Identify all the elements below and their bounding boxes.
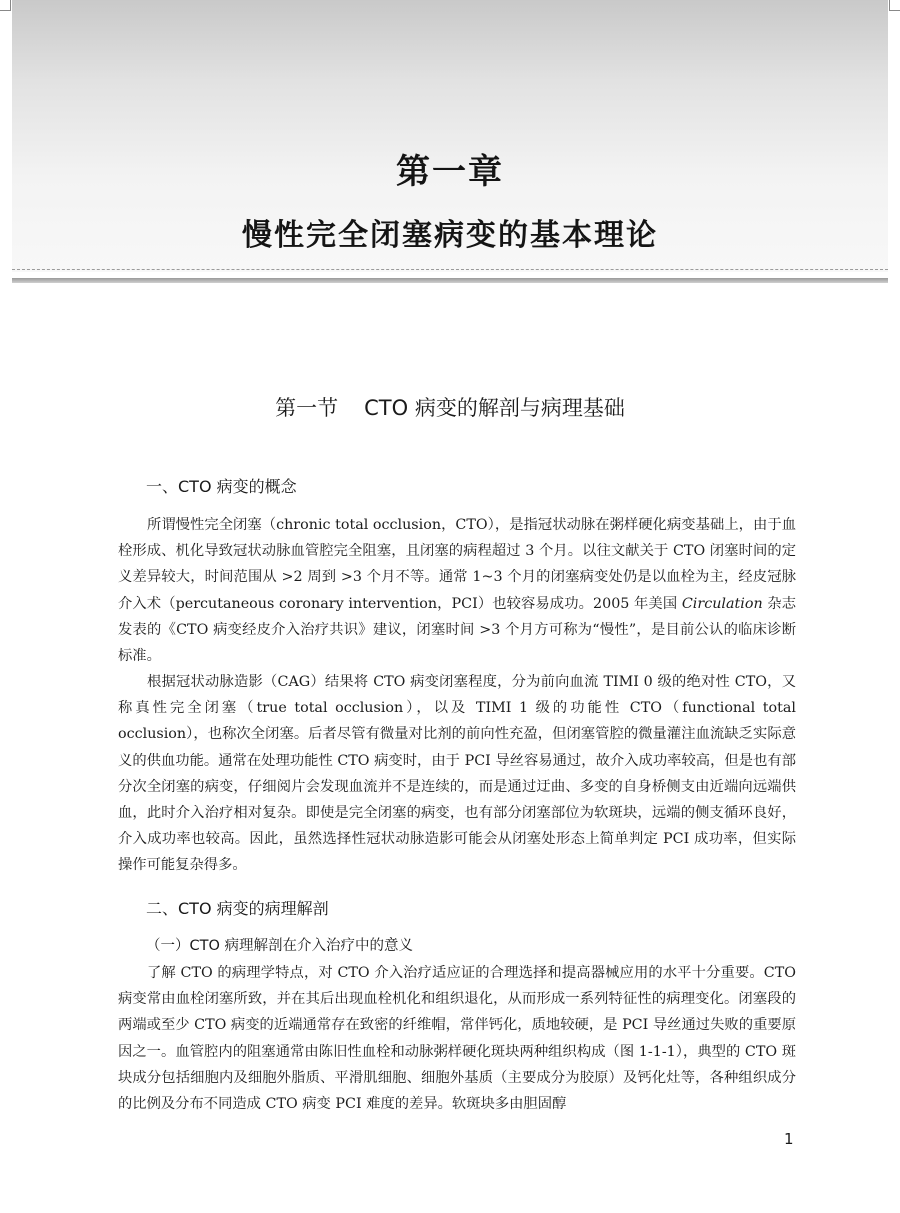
crop-mark-left (0, 0, 11, 11)
section-title: CTO 病变的解剖与病理基础 (364, 396, 625, 420)
paragraph-pathology-significance: 了解 CTO 的病理学特点，对 CTO 介入治疗适应证的合理选择和提高器械应用的水平十分重要。CTO 病变常由血栓闭塞所致，并在其后出现血栓机化和组织退化，从而形成一系列特征性的病理变化。闭塞段的两端或至少 CTO 病变的近端通常存在致密的纤维帽，常伴钙化，质地较硬，是 PCI 导丝通过失败的重要原因之一。血管腔内的阻塞通常由陈旧性血栓和动脉粥样硬化斑块两种组织构成（图 1-1-1），典型的 CTO 斑块成分包括细胞内及细胞外脂质、平滑肌细胞、细胞外基质（主要成分为胶原）及钙化灶等，各种组织成分的比例及分布不同造成 CTO 病变 PCI 难度的差异。软斑块多由胆固醇 (118, 965, 796, 1113)
header-dashed-line (12, 269, 888, 270)
subsection-heading-pathology: 二、CTO 病变的病理解剖 (146, 899, 329, 918)
page-number: 1 (784, 1130, 794, 1148)
subsection-heading-concept: 一、CTO 病变的概念 (146, 477, 297, 496)
crop-mark-right (889, 0, 900, 11)
header-rule (12, 278, 888, 283)
subsubsection-heading-significance: （一）CTO 病理解剖在介入治疗中的意义 (146, 938, 414, 954)
paragraph-text: 杂志发表的《CTO 病变经皮介入治疗共识》建议，闭塞时间 >3 个月方可称为“慢性”，是目前公认的临床诊断标准。 (118, 595, 796, 665)
section-number: 第一节 (275, 396, 339, 420)
paragraph-concept-definition (118, 512, 796, 669)
section-heading (0, 392, 900, 422)
chapter-title: 慢性完全闭塞病变的基本理论 (242, 218, 658, 253)
paragraph-text: 所谓慢性完全闭塞（chronic total occlusion，CTO），是指冠状动脉在粥样硬化病变基础上，由于血栓形成、机化导致冠状动脉血管腔完全阻塞，且闭塞的病程超过 3 个月。以往文献关于 CTO 闭塞时间的定义差异较大，时间范围从 >2 周到 >3 个月不等。通常 1~3 个月的闭塞病变处仍是以血栓为主，经皮冠脉介入术（percutaneous coronary intervention，PCI）也较容易成功。2005 年美国 (118, 517, 796, 612)
chapter-number: 第一章 (396, 152, 504, 192)
paragraph-cag-classification: 根据冠状动脉造影（CAG）结果将 CTO 病变闭塞程度，分为前向血流 TIMI 0 级的绝对性 CTO，又称真性完全闭塞（true total occlusion），以及 TIMI 1 级的功能性 CTO（functional total occlusion），也称次全闭塞。后者尽管有微量对比剂的前向性充盈，但闭塞管腔的微量灌注血流缺乏实际意义的供血功能。通常在处理功能性 CTO 病变时，由于 PCI 导丝容易通过，故介入成功率较高，但是也有部分次全闭塞的病变，仔细阅片会发现血流并不是连续的，而是通过迂曲、多变的自身桥侧支由近端向远端供血，此时介入治疗相对复杂。即使是完全闭塞的病变，也有部分闭塞部位为软斑块，远端的侧支循环良好，介入成功率也较高。因此，虽然选择性冠状动脉造影可能会从闭塞处形态上简单判定 PCI 成功率，但实际操作可能复杂得多。 (118, 674, 796, 874)
journal-name: Circulation (681, 595, 763, 612)
